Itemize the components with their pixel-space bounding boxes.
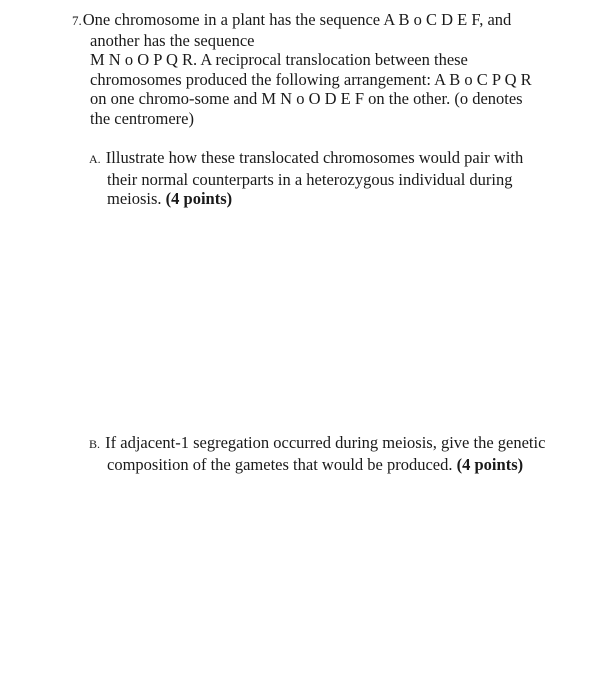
question-text-line: chromosomes produced the following arrangement: A B o C P Q R [90, 69, 532, 89]
question-text-line: on one chromo-some and M N o O D E F on the other. (o denotes [90, 89, 523, 108]
part-b-line-1 [89, 433, 569, 455]
question-text-line: M N o O P Q R. A reciprocal translocation between these [90, 50, 468, 69]
part-a-text-line: Illustrate how these translocated chromosomes would pair with [105, 148, 524, 167]
question-text-line: the centromere) [90, 108, 194, 128]
part-a-line-1 [89, 148, 569, 170]
part-a-text-line: meiosis. [107, 189, 162, 208]
part-a-line-3 [89, 189, 569, 209]
part-b-letter: B. [89, 437, 101, 451]
question-text-line: One chromosome in a plant has the sequence A B o C D E F, and [82, 10, 512, 29]
part-b-text-line: If adjacent-1 segregation occurred during meiosis, give the genetic [105, 433, 546, 452]
question-number: 7. [72, 13, 82, 28]
part-b-text-line: composition of the gametes that would be produced. [107, 454, 453, 474]
part-b [89, 433, 569, 474]
part-b-points: (4 points) [456, 454, 524, 474]
question-line-1 [72, 10, 572, 31]
question-7 [72, 10, 572, 128]
part-a-text-line: their normal counterparts in a heterozygous individual during [107, 169, 513, 189]
part-b-line-2 [89, 455, 569, 475]
part-a [89, 148, 569, 209]
question-text-line: another has the sequence [90, 30, 255, 50]
part-a-letter: A. [89, 152, 101, 166]
part-a-points: (4 points) [165, 189, 233, 208]
